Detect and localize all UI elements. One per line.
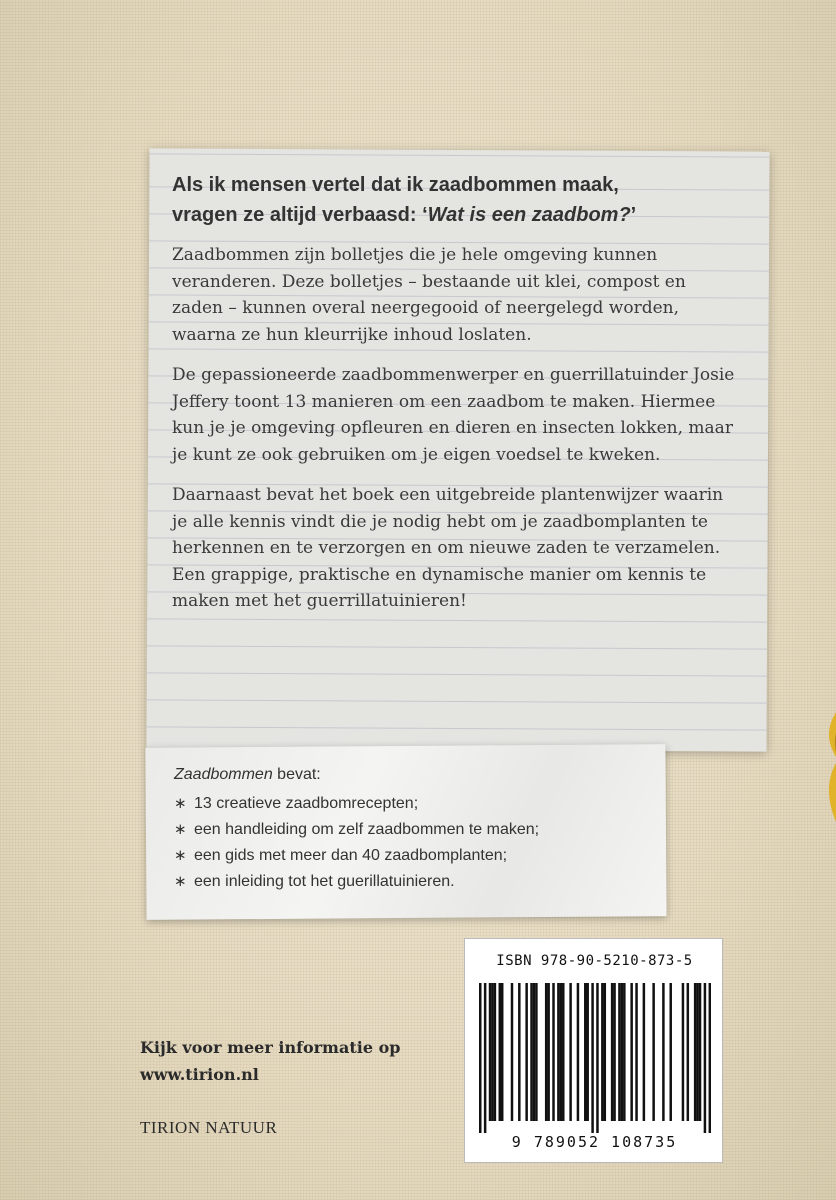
barcode-bar — [704, 983, 706, 1133]
barcode-bar — [484, 983, 486, 1133]
barcode-bar — [613, 983, 615, 1121]
contents-list — [174, 791, 654, 895]
barcode-bar — [518, 983, 520, 1121]
barcode-bar — [552, 983, 554, 1121]
barcode-bar — [525, 983, 527, 1121]
barcode-bar — [621, 983, 623, 1121]
isbn-label: ISBN 978-90-5210-873-5 — [496, 953, 693, 969]
website-link[interactable]: www.tirion.nl — [140, 1065, 259, 1084]
barcode-bar — [489, 983, 491, 1121]
barcode-bar — [604, 983, 606, 1121]
barcode-bar — [530, 983, 532, 1121]
barcode-bar — [694, 983, 696, 1121]
paragraph-intro: Zaadbommen zijn bolletjes die je hele omgeving kunnen veranderen. Deze bolletjes – bestaande uit klei, compost en zaden – kunnen overal neergegooid of neergelegd worden, waarna ze hun kleurrijke inhoud loslaten. — [172, 245, 686, 345]
barcode-bar — [545, 983, 547, 1121]
asterisk-bullet-icon: ∗ — [174, 795, 187, 812]
barcode-bar — [687, 983, 689, 1121]
contents-title — [174, 766, 654, 784]
flower-petal-decoration — [816, 700, 836, 840]
barcode-bar — [557, 983, 559, 1121]
list-item — [174, 817, 654, 843]
contents-title-book: Zaadbommen — [174, 766, 273, 783]
barcode-bar — [652, 983, 654, 1121]
barcode-bar — [494, 983, 496, 1121]
more-info — [140, 1038, 400, 1092]
barcode-bar — [669, 983, 671, 1121]
contents-list-block — [174, 766, 654, 895]
contents-title-rest: bevat: — [272, 766, 321, 783]
asterisk-bullet-icon: ∗ — [174, 821, 187, 838]
headline-question: Wat is een zaadbom? — [427, 204, 631, 226]
barcode-bar — [533, 983, 535, 1121]
barcode-bar — [709, 983, 711, 1133]
barcode-bar — [499, 983, 501, 1121]
barcode-bar — [569, 983, 571, 1121]
barcode-bar — [547, 983, 549, 1121]
headline-line2-prefix: vragen ze altijd verbaasd: ‘ — [172, 204, 428, 226]
barcode-bar — [535, 983, 537, 1121]
isbn-barcode — [464, 938, 723, 1163]
barcode-bar — [601, 983, 603, 1121]
back-cover-text — [172, 170, 740, 629]
list-item-text: een inleiding tot het guerillatuinieren. — [194, 873, 455, 890]
headline — [172, 170, 740, 230]
barcode-bar — [562, 983, 564, 1121]
list-item — [174, 791, 654, 817]
barcode-bar — [511, 983, 513, 1121]
headline-line1: Als ik mensen vertel dat ik zaadbommen maak, — [172, 174, 619, 196]
barcode-bars — [479, 983, 711, 1133]
list-item — [174, 843, 654, 869]
barcode-bar — [584, 983, 586, 1121]
asterisk-bullet-icon: ∗ — [174, 873, 187, 890]
barcode-bar — [699, 983, 701, 1121]
paragraph-author: De gepassioneerde zaadbommenwerper en guerrillatuinder Josie Jeffery toont 13 manieren om een zaadbom te maken. Hiermee kun je je omgeving opfleuren en dieren en insecten lokken, maar je kunt ze ook gebruiken om je eigen voedsel te kweken. — [172, 365, 735, 465]
barcode-bar — [643, 983, 645, 1121]
barcode-bar — [591, 983, 593, 1133]
barcode-bar — [682, 983, 684, 1121]
list-item-text: een handleiding om zelf zaadbommen te maken; — [194, 821, 540, 838]
barcode-bar — [630, 983, 632, 1121]
barcode-bar — [662, 983, 664, 1121]
barcode-bar — [560, 983, 562, 1121]
barcode-bar — [618, 983, 620, 1121]
more-info-text: Kijk voor meer informatie op — [140, 1038, 401, 1057]
asterisk-bullet-icon: ∗ — [174, 847, 187, 864]
barcode-bar — [501, 983, 503, 1121]
barcode-bar — [491, 983, 493, 1121]
barcode-bar — [577, 983, 579, 1121]
list-item-text: 13 creatieve zaadbomrecepten; — [194, 795, 419, 812]
barcode-bar — [623, 983, 625, 1121]
barcode-digits: 9 789052 108735 — [511, 1133, 678, 1151]
barcode-bar — [611, 983, 613, 1121]
barcode-bar — [596, 983, 598, 1133]
barcode-bar — [635, 983, 637, 1121]
paragraph-plant-guide: Daarnaast bevat het boek een uitgebreide plantenwijzer waarin je alle kennis vindt die je nodig hebt om je zaadbomplanten te herkennen en te verzorgen en om nieuwe zaden te verzamelen. Een grappige, praktische en dynamische manier om kennis te maken met het guerrillatuinieren! — [172, 485, 724, 611]
barcode-bar — [696, 983, 698, 1121]
list-item — [174, 869, 654, 895]
list-item-text: een gids met meer dan 40 zaadbomplanten; — [194, 847, 508, 864]
headline-line2-suffix: ’ — [630, 204, 637, 226]
publisher-name: TIRION NATUUR — [140, 1118, 278, 1137]
barcode-bar — [586, 983, 588, 1121]
barcode-bar — [479, 983, 481, 1133]
